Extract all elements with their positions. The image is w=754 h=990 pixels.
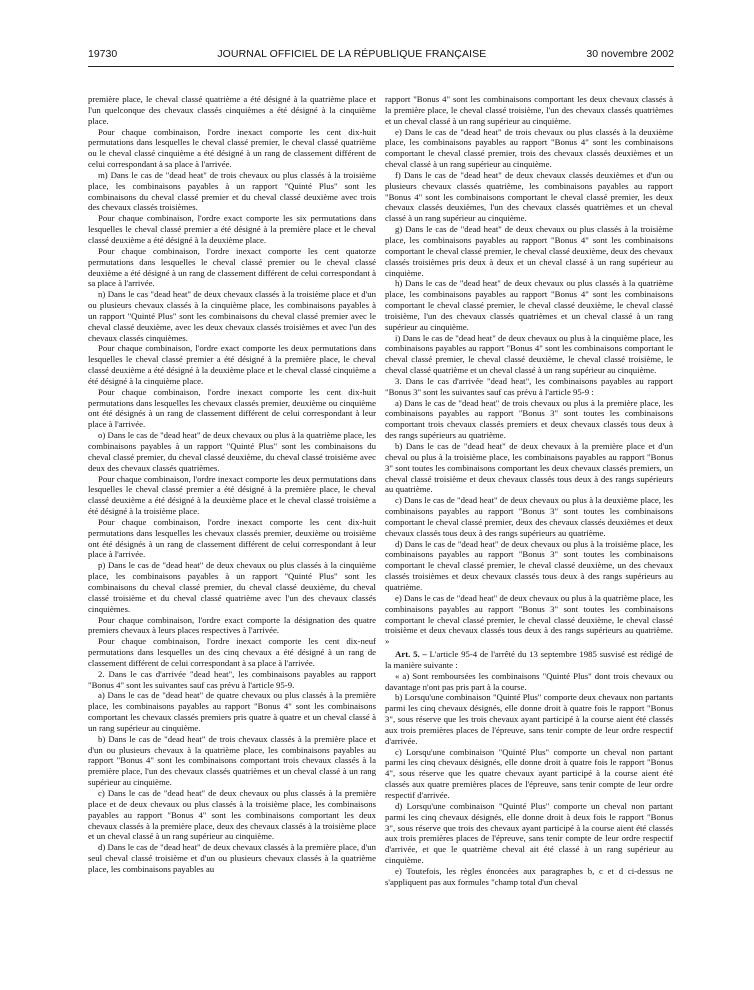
paragraph: c) Dans le cas de "dead heat" de deux chevaux ou plus à la deuxième place, les combinaisons payables au rapport "Bonus 3" sont toutes les combinaisons comportant le cheval classé premier, deux des chevaux classés deuxièmes et deux chevaux classés tous deux à des rangs supérieurs au quatrième. — [385, 495, 673, 538]
paragraph: c) Dans le cas de "dead heat" de deux chevaux ou plus classés à la première place et de deux chevaux ou plus classés à la troisième place, les combinaisons payables au rapport "Bonus 4" sont les combinaisons comportant les deux chevaux classés à la première place, deux des chevaux classés à la troisième place et un cheval classé à un rang supérieur au cinquième. — [88, 788, 376, 842]
paragraph: Pour chaque combinaison, l'ordre exact comporte les six permutations dans lesquelles le cheval classé premier a été désigné à la première place et le cheval classé deuxième a été désigné à la deuxième place. — [88, 213, 376, 245]
paragraph: Pour chaque combinaison, l'ordre inexact comporte les cent dix-huit permutations dans lesquelles les chevaux classés premier, deuxième ou cinquième ont été désignés à un rang de classement différent de celui correspondant à leur place à l'arrivée. — [88, 386, 376, 430]
article-text: L'article 95-4 de l'arrêté du 13 septembre 1985 susvisé est rédigé de la manière suivante : — [385, 649, 674, 670]
paragraph: Pour chaque combinaison, l'ordre exact comporte les deux permutations dans lesquelles le cheval classé premier a été désigné à la première place, le cheval classé deuxième a été désigné à la deuxième place et le cheval classé cinquième a été désigné à la cinquième place. — [88, 343, 376, 386]
paragraph: « a) Sont remboursées les combinaisons "Quinté Plus" dont trois chevaux ou davantage n'ont pas pris part à la course. — [385, 670, 673, 692]
article-heading — [385, 649, 673, 671]
paragraph: g) Dans le cas de "dead heat" de deux chevaux ou plus classés à la troisième place, les combinaisons payables au rapport "Bonus 4" sont les combinaisons comportant le cheval classé premier, le cheval classé deuxième, deux des chevaux classés troisièmes pris deux à deux et un cheval classé à un rang supérieur au cinquième. — [385, 224, 673, 278]
page-header — [88, 48, 674, 60]
right-column — [385, 94, 673, 888]
publication-date: 30 novembre 2002 — [586, 48, 674, 60]
paragraph: e) Toutefois, les règles énoncées aux paragraphes b, c et d ci-dessus ne s'appliquent pas aux formules "champ total d'un cheval — [385, 865, 673, 887]
article-label: Art. 5. – — [395, 649, 427, 660]
paragraph: 2. Dans le cas d'arrivée "dead heat", les combinaisons payables au rapport "Bonus 4" sont les suivantes sauf cas prévu à l'article 95-9. — [88, 668, 376, 690]
paragraph: Pour chaque combinaison, l'ordre inexact comporte les cent quatorze permutations dans lesquelles le cheval classé premier ou le cheval classé deuxième a été désigné à un rang de classement différent de celui correspondant à sa place à l'arrivée. — [88, 245, 376, 289]
paragraph: 3. Dans le cas d'arrivée "dead heat", les combinaisons payables au rapport "Bonus 3" sont les suivantes sauf cas prévu à l'article 95-9 : — [385, 375, 673, 397]
paragraph: p) Dans le cas de "dead heat" de deux chevaux ou plus classés à la cinquième place, les combinaisons payables à un rapport "Quinté Plus" sont les combinaisons du cheval classé premier, du cheval classé deuxième, du cheval classé troisième et du cheval classé quatrième avec l'un des chevaux classés cinquièmes. — [88, 560, 376, 614]
paragraph: d) Dans le cas de "dead heat" de deux chevaux classés à la première place, d'un seul cheval classé troisième et d'un ou plusieurs chevaux classés à la quatrième place, les combinaisons payables au — [88, 842, 376, 874]
paragraph: e) Dans le cas de "dead heat" de trois chevaux ou plus classés à la deuxième place, les combinaisons payables au rapport "Bonus 4" sont les combinaisons comportant le cheval classé premier, trois des chevaux classés deuxièmes et un cheval classé à un rang supérieur au cinquième. — [385, 126, 673, 170]
paragraph: o) Dans le cas de "dead heat" de deux chevaux ou plus à la quatrième place, les combinaisons payables à un rapport "Quinté Plus" sont les combinaisons du cheval classé premier, du cheval classé deuxième, du cheval classé troisième avec deux des chevaux classés quatrièmes. — [88, 430, 376, 473]
page-number: 19730 — [88, 48, 118, 60]
paragraph: b) Dans le cas de "dead heat" de deux chevaux à la première place et d'un cheval ou plus à la troisième place, les combinaisons payables au rapport "Bonus 3" sont toutes les combinaisons comportant les deux chevaux classés premiers, un cheval classé troisième et deux chevaux classés tous deux à des rangs supérieurs au quatrième. — [385, 441, 673, 495]
paragraph: première place, le cheval classé quatrième a été désigné à la quatrième place et l'un quelconque des chevaux classés cinquièmes a été désigné à la cinquième place. — [88, 94, 376, 126]
paragraph: b) Lorsqu'une combinaison "Quinté Plus" comporte deux chevaux non partants parmi les cinq chevaux désignés, elle donne droit à quatre fois le rapport "Bonus 3", sous réserve que les trois chevaux ayant participé à la course aient été classés aux trois premières places de l'épreuve, sans tenir compte de leur ordre respectif d'arrivée. — [385, 692, 673, 746]
paragraph: i) Dans le cas de "dead heat" de deux chevaux ou plus à la cinquième place, les combinaisons payables au rapport "Bonus 4" sont les combinaisons comportant le cheval classé premier, le cheval classé deuxième, le cheval classé troisième, le cheval classé quatrième et un cheval classé à un rang supérieur au cinquième. — [385, 332, 673, 376]
paragraph: c) Lorsqu'une combinaison "Quinté Plus" comporte un cheval non partant parmi les cinq chevaux désignés, elle donne droit à quatre fois le rapport "Bonus 4", sous réserve que les quatre chevaux ayant participé à la course aient été classés aux quatre premières places de l'épreuve, sans tenir compte de leur ordre respectif d'arrivée. — [385, 746, 673, 800]
paragraph: a) Dans le cas de "dead heat" de trois chevaux ou plus à la première place, les combinaisons payables au rapport "Bonus 3" sont toutes les combinaisons comportant trois chevaux classés premiers et deux chevaux classés tous deux à des rangs supérieurs au quatrième. — [385, 397, 673, 441]
journal-title: JOURNAL OFFICIEL DE LA RÉPUBLIQUE FRANÇAISE — [217, 48, 487, 60]
paragraph: f) Dans le cas de "dead heat" de deux chevaux classés deuxièmes et d'un ou plusieurs chevaux classés quatrième, les combinaisons payables au rapport "Bonus 4" sont les combinaisons comportant le cheval classé premier, les deux chevaux classés deuxièmes, l'un des chevaux classés quatrièmes et un cheval classé à un rang supérieur au cinquième. — [385, 169, 673, 224]
paragraph: e) Dans le cas de "dead heat" de deux chevaux ou plus à la quatrième place, les combinaisons payables au rapport "Bonus 3" sont toutes les combinaisons comportant le cheval classé premier, le cheval classé deuxième, le cheval classé troisième et deux chevaux classés tous deux à des rangs supérieurs au quatrième. » — [385, 592, 673, 647]
paragraph: d) Dans le cas de "dead heat" de deux chevaux ou plus à la troisième place, les combinaisons payables au rapport "Bonus 3" sont toutes les combinaisons comportant le cheval classé premier, le cheval classé deuxième, un des chevaux classés troisièmes et deux chevaux classés tous deux à des rangs supérieurs au quatrième. — [385, 538, 673, 592]
paragraph: Pour chaque combinaison, l'ordre exact comporte la désignation des quatre premiers chevaux à leurs places respectives à l'arrivée. — [88, 614, 376, 636]
paragraph: n) Dans le cas "dead heat" de deux chevaux classés à la troisième place et d'un ou plusieurs chevaux classés à la cinquième place, les combinaisons payables à un rapport "Quinté Plus" sont les combinaisons du cheval classé premier avec le cheval classé deuxième, avec les deux chevaux classés troisièmes et avec l'un des chevaux classés cinquièmes. — [88, 289, 376, 343]
paragraph: a) Dans le cas de "dead heat" de quatre chevaux ou plus classés à la première place, les combinaisons payables au rapport "Bonus 4" sont les combinaisons comportant les chevaux classés premiers pris quatre à quatre et un cheval classé à un rang supérieur au cinquième. — [88, 690, 376, 733]
paragraph: Pour chaque combinaison, l'ordre inexact comporte les cent dix-huit permutations dans lesquelles le cheval classé premier, le cheval classé quatrième ou le cheval classé cinquième a été désigné à un rang de classement différent de celui correspondant à sa place à l'arrivée. — [88, 126, 376, 170]
paragraph: b) Dans le cas de "dead heat" de trois chevaux classés à la première place et d'un ou plusieurs chevaux à la quatrième place, les combinaisons payables au rapport "Bonus 4" sont les combinaisons comportant trois chevaux classés à la première place, l'un des chevaux classés quatrièmes et un cheval classé à un rang supérieur au cinquième. — [88, 733, 376, 788]
paragraph: rapport "Bonus 4" sont les combinaisons comportant les deux chevaux classés à la première place, le cheval classé troisième, l'un des chevaux classés quatrièmes et un cheval classé à un rang supérieur au cinquième. — [385, 94, 673, 126]
paragraph: Pour chaque combinaison, l'ordre inexact comporte les cent dix-neuf permutations dans lesquelles un des cinq chevaux a été désigné à un rang de classement différent de celui correspondant à sa place à l'arrivée. — [88, 636, 376, 668]
paragraph: Pour chaque combinaison, l'ordre inexact comporte les deux permutations dans lesquelles le cheval classé premier a été désigné à la première place, le cheval classé deuxième a été désigné à la deuxième place et le cheval classé troisième a été désigné à la troisième place. — [88, 473, 376, 517]
paragraph: m) Dans le cas de "dead heat" de trois chevaux ou plus classés à la troisième place, les combinaisons payables à un rapport "Quinté Plus" sont les combinaisons du cheval classé premier et du cheval classé deuxième avec trois des chevaux classés troisièmes. — [88, 169, 376, 213]
paragraph: h) Dans le cas de "dead heat" de deux chevaux ou plus classés à la quatrième place, les combinaisons payables au rapport "Bonus 4" sont les combinaisons comportant le cheval classé premier, le cheval classé deuxième, le cheval classé troisième, l'un des chevaux classés quatrièmes et un cheval classé à un rang supérieur au cinquième. — [385, 278, 673, 332]
header-rule — [88, 66, 674, 67]
paragraph: Pour chaque combinaison, l'ordre inexact comporte les cent dix-huit permutations dans lesquelles les chevaux classés premier, deuxième ou troisième ont été désignés à un rang de classement différent de celui correspondant à leur place à l'arrivée. — [88, 516, 376, 560]
paragraph: d) Lorsqu'une combinaison "Quinté Plus" comporte un cheval non partant parmi les cinq chevaux désignés, elle donne droit à deux fois le rapport "Bonus 3", sous réserve que trois des chevaux ayant participé à la course aient été classés aux trois premières places de l'épreuve, sans tenir compte de leur ordre respectif d'arrivée, et que le quatrième cheval ait été classé à un rang supérieur au cinquième. — [385, 800, 673, 866]
left-column — [88, 94, 376, 875]
